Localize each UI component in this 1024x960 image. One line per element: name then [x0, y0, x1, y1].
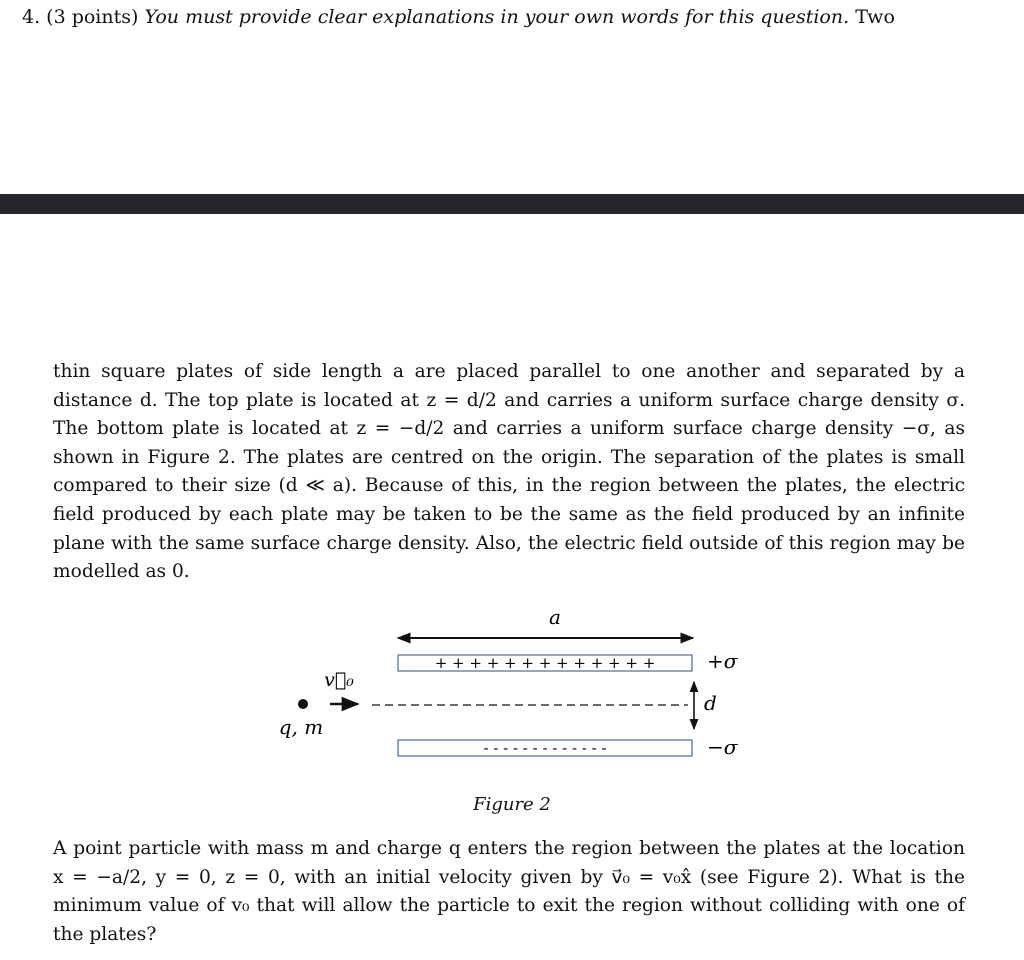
paragraph-setup: thin square plates of side length a are placed parallel to one another and separated by a distance d. The top plate is located at z = d/2 and carries a uniform surface charge density σ. The bottom plate is located at z = −d/2 and carries a uniform surface charge density −σ, as shown in Figure 2. The plates are centred on the origin. The separation of the plates is small compared to their size (d ≪ a). Because of this, in the region between the plates, the electric field produced by each plate may be taken to be the same as the field produced by an infinite plane with the same surface charge density. Also, the electric field outside of this region may be modelled as 0. [53, 361, 965, 583]
divider-bar [0, 194, 1024, 214]
label-top-sigma: +σ [707, 649, 738, 673]
question-lead-word: Two [855, 6, 895, 28]
label-bottom-sigma: −σ [707, 735, 738, 759]
question-instruction: You must provide clear explanations in your own words for this question. [144, 6, 850, 28]
label-d: d [704, 691, 717, 715]
question-heading [22, 3, 1012, 31]
figure-caption: Figure 2 [473, 794, 551, 815]
bottom-plate-charges: - - - - - - - - - - - - - [483, 739, 607, 757]
paragraph-question: A point particle with mass m and charge q enters the region between the plates at the location x = −a/2, y = 0, z = 0, with an initial velocity given by v⃗₀ = v₀x̂ (see Figure 2). What is the minimum value of v₀ that will allow the particle to exit the region without colliding with one of the plates? [53, 838, 965, 945]
label-particle: q, m [278, 715, 324, 739]
label-velocity: v⃗₀ [324, 669, 354, 691]
particle-dot [298, 699, 308, 709]
figure-parallel-plates [270, 598, 750, 770]
label-a: a [549, 605, 561, 629]
question-number-points: 4. (3 points) [22, 6, 139, 28]
top-plate-charges: + + + + + + + + + + + + + [434, 654, 656, 672]
